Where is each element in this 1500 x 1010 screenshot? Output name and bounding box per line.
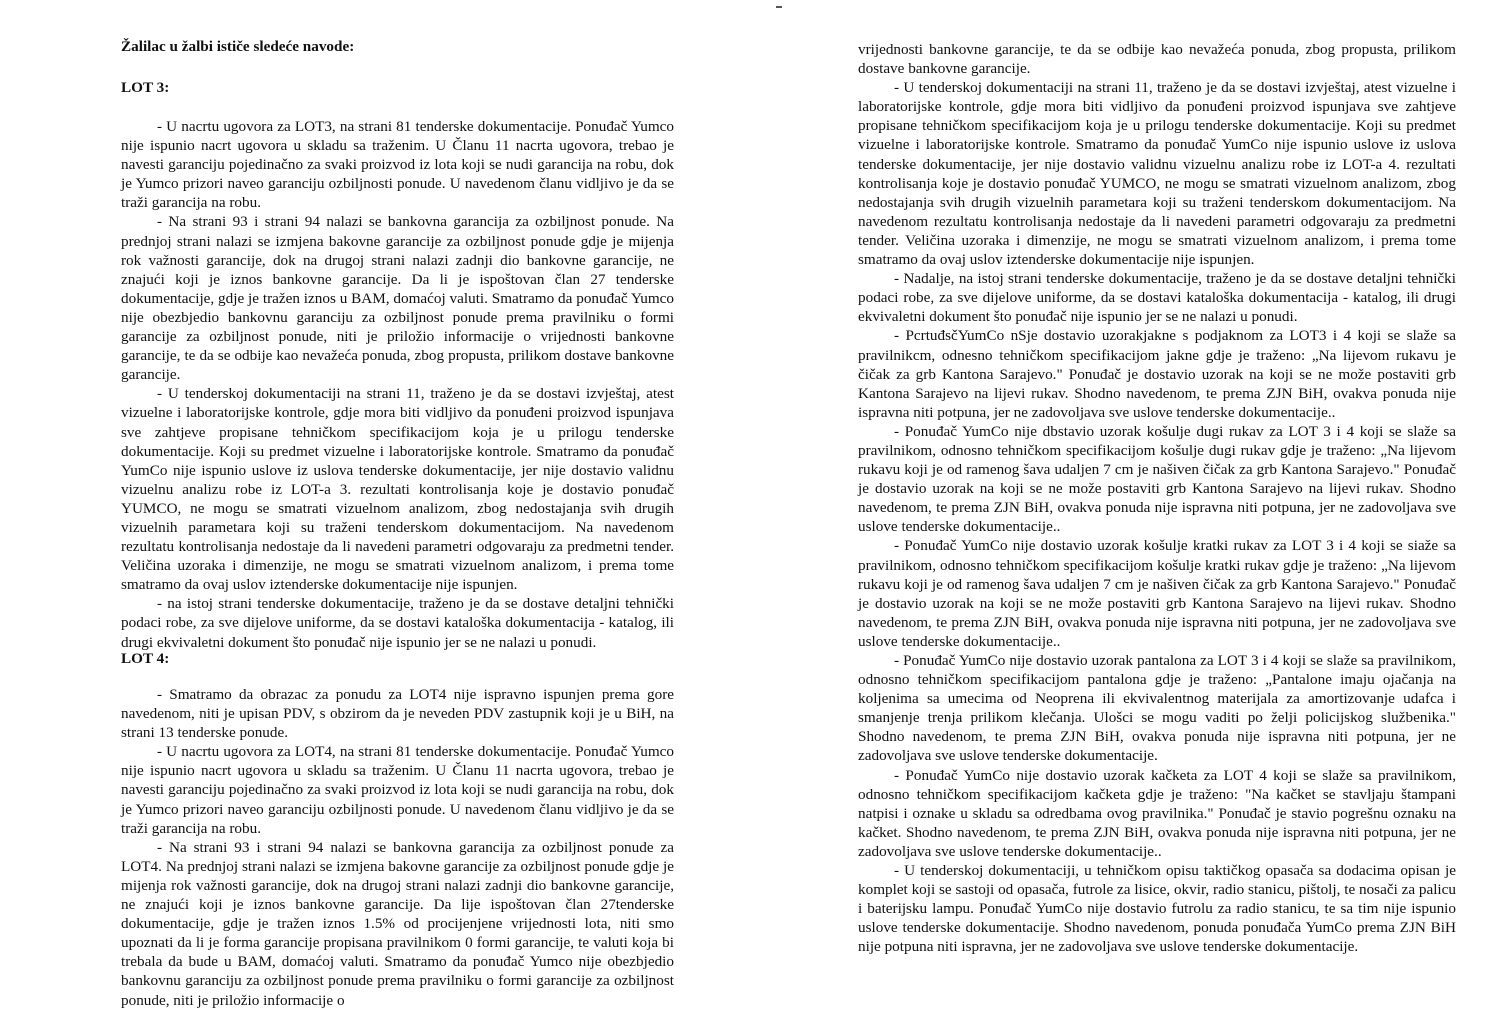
complaint-paragraph: - Ponuđač YumCo nije dostavio uzorak pantalona za LOT 3 i 4 koji se slaže sa pravilnikom, odnosno tehničkom specifikacijom pantalona gdje je traženo: „Pantalone imaju ojačanja na koljenima sa umecima od Neoprena ili ekvivalentnog materijala za amortizovanje udafca i smanjenje trenja prilikom klečanja. Ulošci se mogu vaditi po želji policijskog službenika." Shodno navedenom, te prema ZJN BiH, ovakva ponuda nije ispravna niti potpuna, jer ne zadovoljava sve uslove tenderske dokumentacije. <box>858 652 1456 765</box>
right-page <box>858 0 1456 1006</box>
scan-mark <box>776 6 782 8</box>
complaint-paragraph: - U tenderskoj dokumentaciji, u tehničkom opisu taktičkog opasača sa dodacima opisan je komplet koji se sastoji od opasača, futrole za lisice, okvir, radio stanicu, pištolj, te nosači za palicu i baterijsku lampu. Ponuđač YumCo nije dostavio futrolu za radio stanicu, te sa tim nije ispunio uslove tenderske dokumentacije. Shodno navedenom, ponuda ponuđača YumCo prema ZJN BiH nije potpuna niti ispravna, jer ne zadovoljava sve uslove tenderske dokumentacije. <box>858 862 1456 956</box>
complaint-paragraph: - Ponuđač YumCo nije dostavio uzorak košulje kratki rukav za LOT 3 i 4 koji se siaže sa pravilnikom, odnosno tehničkom specifikacijom košulje kratki rukav gdje je traženo: „Na lijevom rukavu koji je od ramenog šava udaljen 7 cm je našiven čičak za grb Kantona Sarajevo." Ponuđač je dostavio uzorak na koji se ne može postaviti grb Kantona Sarajevo na lijevi rukav. Shodno navedenom, te prema ZJN BiH, ovakva ponuda nije ispravna niti potpuna, jer ne zadovoljava sve uslove tenderske dokumentacije.. <box>858 537 1456 650</box>
lot3-section <box>121 117 674 652</box>
right-page-body <box>858 40 1456 957</box>
complaint-paragraph: - Nadalje, na istoj strani tenderske dokumentacije, traženo je da se dostave detaljni tehnički podaci robe, za sve dijelove uniforme, da se dostavi kataloška dokumentacija - katalog, ili drugi ekvivaletni dokument što ponuđač nije ispunio jer se ne nalazi u ponudi. <box>858 270 1456 326</box>
lot3-paragraph: - Na strani 93 i strani 94 nalazi se bankovna garancija za ozbiljnost ponude. Na prednjoj strani nalazi se izmjena bakovne garancije za ozbiljnost ponude gdje je mijenja rok važnosti garancije, dok na drugoj strani nalazi zadnji dio bankovne garancije, ne znajući koji je iznos bankovne garancije. Da li je ispoštovan član 27 tenderske dokumentacije, gdje je tražen iznos u BAM, domaćoj valuti. Smatramo da ponuđač Yumco nije obezbjedio bankovnu garanciju za ozbiljnost ponude prema pravilniku o formi garancije za ozbiljnost ponude, niti je priložio informacije o vrijednosti bankovne garancije, te da se odbije kao nevažeća ponuda, zbog propusta, prilikom dostave bankovne garancije. <box>121 213 674 384</box>
lot3-paragraph: - U nacrtu ugovora za LOT3, na strani 81 tenderske dokumentacije. Ponuđač Yumco nije ispunio nacrt ugovora u skladu sa traženim. U Članu 11 nacrta ugovora, trebao je navesti garanciju pojedinačno za svaki proizvod iz lota koji se nudi garancija na robu, dok je Yumco prizori naveo garanciju ozbiljnosti ponude. U navedenom članu vidljivo je da se traži garancija na robu. <box>121 118 674 212</box>
continuation-paragraph: vrijednosti bankovne garancije, te da se odbije kao nevažeća ponuda, zbog propusta, prilikom dostave bankovne garancije. <box>858 41 1456 78</box>
complaint-paragraph: - U tenderskoj dokumentaciji na strani 11, traženo je da se dostavi izvještaj, atest vizuelne i laboratorijske kontrole, gdje mora biti vidljivo da ponuđeni proizvod ispunjava sve zahtjeve propisane tehničkom specifikacijom koja je u prilogu tenderske dokumentacije. Koji su predmet vizuelne i laboratorijske kontrole. Smatramo da ponuđač YumCo nije ispunio uslove iz uslova tenderske dokumentacije, jer nije dostavio validnu vizuelnu analizu robe iz LOT-a 4. rezultati kontrolisanja koje je dostavio ponuđač YUMCO, ne mogu se smatrati vizuelnom analizom, zbog nedostajanja svih drugih vizuelnih parametara koji su traženi tenderskom dokumentacijom. Na navedenom rezultatu kontrolisanja nedostaje da li navedeni parametri odgovaraju za predmetni tender. Veličina uzoraka i dimenzije, ne mogu se smatrati vizuelnom analizom, i prema tome smatramo da ovaj uslov iztenderske dokumentacije nije ispunjen. <box>858 79 1456 269</box>
left-page <box>121 0 674 1009</box>
lot4-heading: LOT 4: <box>121 650 170 667</box>
lot4-paragraph: - U nacrtu ugovora za LOT4, na strani 81 tenderske dokumentacije. Ponuđač Yumco nije ispunio nacrt ugovora u skladu sa traženim. U Članu 11 nacrta ugovora, trebao je navesti garanciju pojedinačno za svaki proizvod iz lota koji se nudi garancija na robu, dok je Yumco prizori naveo garanciju ozbiljnosti ponude. U navedenom članu vidljivo je da se traži garancija na robu. <box>121 743 674 837</box>
lot3-paragraph: - U tenderskoj dokumentaciji na strani 11, traženo je da se dostavi izvještaj, atest vizuelne i laboratorijske kontrole, gdje mora biti vidljivo da ponuđeni proizvod ispunjava sve zahtjeve propisane tehničkom specifikacijom koja je u prilogu tenderske dokumentacije. Koji su predmet vizuelne i laboratorijske kontrole. Smatramo da ponuđač YumCo nije ispunio uslove iz uslova tenderske dokumentacije, jer nije dostavio validnu vizuelnu analizu robe iz LOT-a 3. rezultati kontrolisanja koje je dostavio ponuđač YUMCO, ne mogu se smatrati vizuelnom analizom, zbog nedostajanja svih drugih vizuelnih parametara koji su traženi tenderskom dokumentacijom. Na navedenom rezultatu kontrolisanja nedostaje da li navedeni parametri odgovaraju za predmetni tender. Veličina uzoraka i dimenzije, ne mogu se smatrati vizuelnom analizom, i prema tome smatramo da ovaj uslov iztenderske dokumentacije nije ispunjen. <box>121 385 674 594</box>
lot3-heading: LOT 3: <box>121 79 170 96</box>
complaint-paragraph: - PcrtuđsčYumCo nSje dostavio uzorakjakne s podjaknom za LOT3 i 4 koji se slaže sa pravilnikcm, odnesno tehničkom specifikacijom jakne gdje je traženo: „Na lijevom rukavu je čičak za grb Kantona Sarajevo." Ponuđač je dostavio uzorak na koji se ne može postaviti grb Kantona Sarajevo na lijevi rukav. Shodno navedenom, te prema ZJN BiH, ovakva ponuda nije ispravna niti potpuna, jer ne zadovoljava sve uslove tenderske dokumentacije.. <box>858 327 1456 421</box>
intro-heading: Žalilac u žalbi ističe sledeće navode: <box>121 38 355 55</box>
lot4-paragraph: - Smatramo da obrazac za ponudu za LOT4 nije ispravno ispunjen prema gore navedenom, niti je upisan PDV, s obzirom da je neveden PDV zastupnik koji je u BiH, na strani 13 tenderske ponude. <box>121 686 674 742</box>
lot4-paragraph: - Na strani 93 i strani 94 nalazi se bankovna garancija za ozbiljnost ponude za LOT4. Na prednjoj strani nalazi se izmjena bakovne garancije za ozbiljnost ponude gdje je mijenja rok važnosti garancije, dok na drugoj strani nalazi zadnji dio bankovne garancije, ne znajući koji je iznos bankovne garancije. Da lije ispoštovan član 27tenderske dokumentacije, gdje je tražen iznos 1.5% od procijenjene vrijednosti lota, niti smo upoznati da li je forma garancije propisana pravilnikom 0 formi garancije, te valuti koja bi trebala da bude u BAM, domaćoj valuti. Smatramo da ponuđač Yumco nije obezbjedio bankovnu garanciju za ozbiljnost ponude prema pravilniku o formi garancije za ozbiljnost ponude, niti je priložio informacije o <box>121 838 674 1009</box>
complaint-paragraph: - Ponuđač YumCo nije dostavio uzorak kačketa za LOT 4 koji se slaže sa pravilnikom, odnosno tehničkom specifikacijom kačketa gdje je traženo: "Na kačket se stavljaju štampani natpisi i oznake u skladu sa odredbama ovog pravilnika." Ponuđač je stavio pogrešnu oznaku na kačket. Shodno navedenom, te prema ZJN BiH, ovakva ponuda nije ispravna niti potpuna, jer ne zadovoljava sve uslove tenderske dokumentacije.. <box>858 766 1456 860</box>
complaint-paragraph: - Ponuđač YumCo nije dbstavio uzorak košulje dugi rukav za LOT 3 i 4 koji se slaže sa pravilnikom, odnosno tehničkom specifikacijom košulje dugi rukav gdje je traženo: „Na lijevom rukavu koji je od ramenog šava udaljen 7 cm je našiven čičak za grb Kantona Sarajevo." Ponuđač je dostavio uzorak na koji se ne može postaviti grb Kantona Sarajevo na lijevi rukav. Shodno navedenom, te prema ZJN BiH, ovakva ponuda nije ispravna niti potpuna, jer ne zadovoljava sve uslove tenderske dokumentacije.. <box>858 422 1456 536</box>
lot3-paragraph: - na istoj strani tenderske dokumentacije, traženo je da se dostave detaljni tehnički podaci robe, za sve dijelove uniforme, da se dostavi kataloška dokumentacija - katalog, ili drugi ekvivaletni dokument što ponuđač nije ispunio jer se ne nalazi u ponudi. <box>121 595 674 651</box>
lot4-section <box>121 685 674 1010</box>
